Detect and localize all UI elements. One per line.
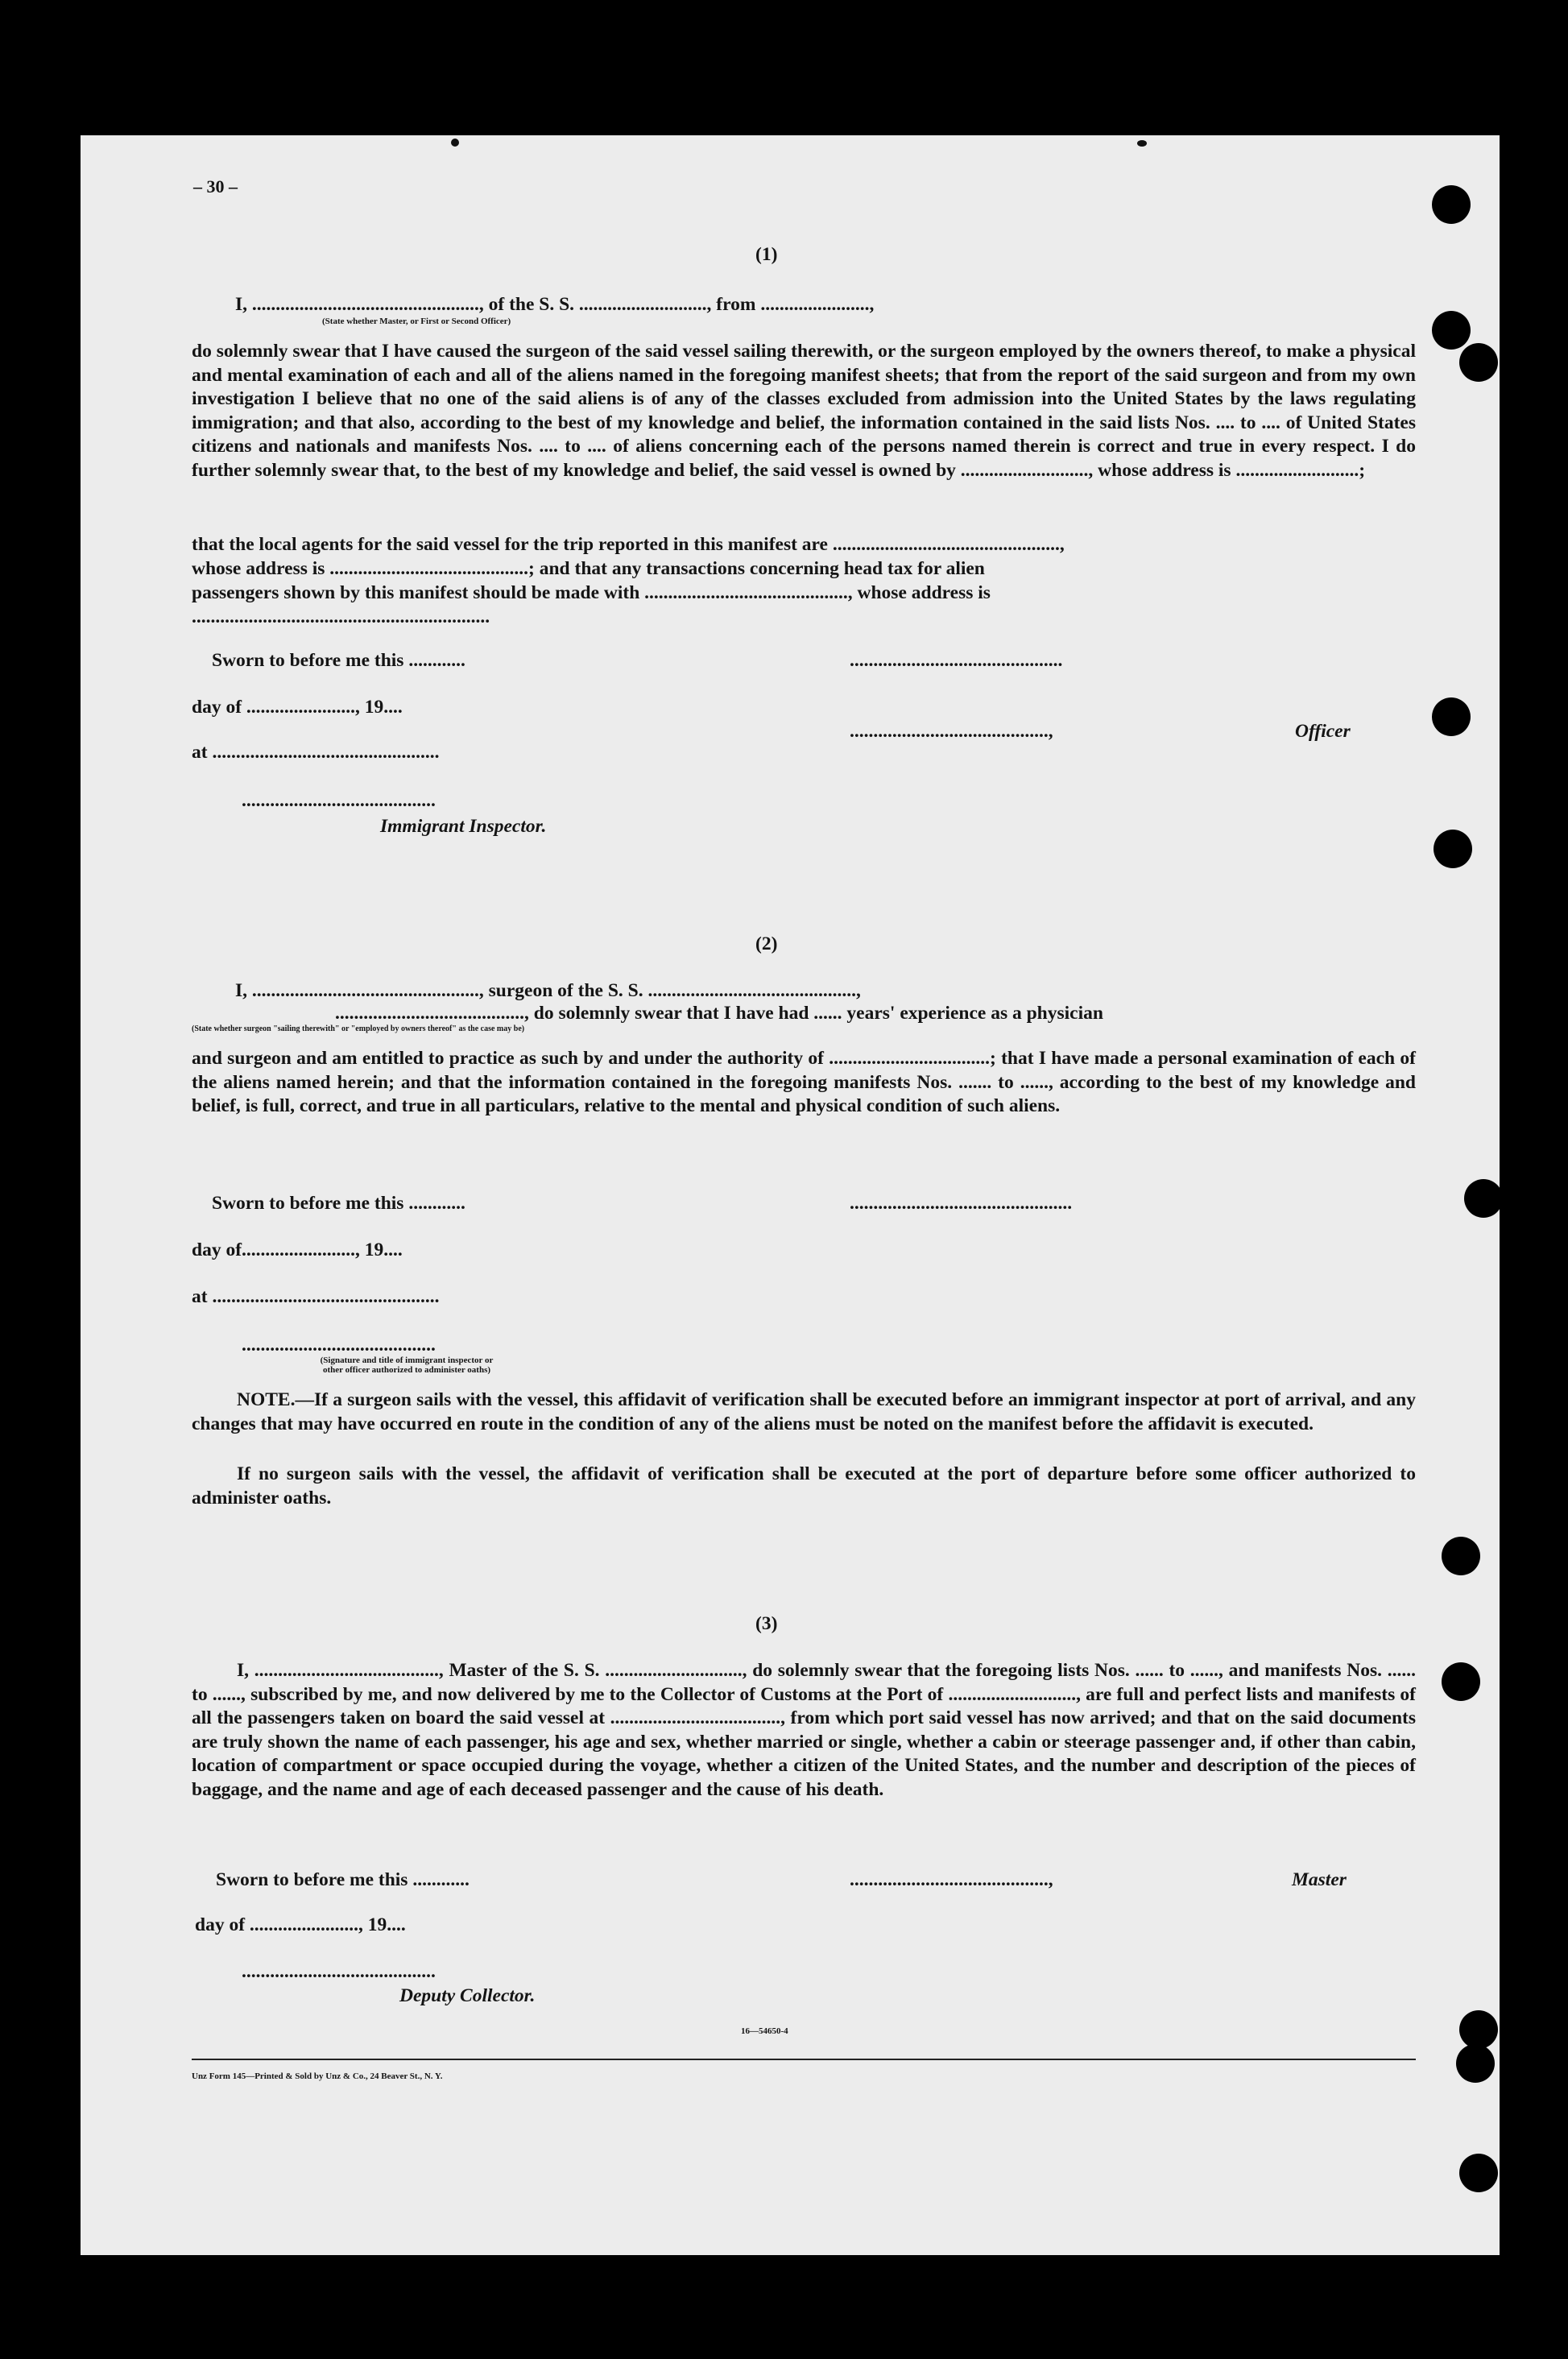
- binder-hole: [1464, 1179, 1503, 1218]
- section-1-passengers-line: passengers shown by this manifest should be made with ..........................................., whose address is: [192, 582, 991, 603]
- section-1-dots-line: ...............................................................: [192, 606, 490, 627]
- section-2-signature-line: .........................................: [242, 1335, 436, 1355]
- binder-hole: [1459, 343, 1498, 382]
- binder-hole: [1442, 1662, 1480, 1701]
- section-3-day: day of ......................., 19....: [195, 1914, 406, 1935]
- binder-hole: [1459, 2154, 1498, 2192]
- footer-rule: [192, 2059, 1416, 2060]
- binder-hole: [1442, 1537, 1480, 1575]
- section-1-oath-text: do solemnly swear that I have caused the surgeon of the said vessel sailing therewith, or the surgeon employed by the owners thereof, to make a physical and mental examination of each and all of the aliens named in the foregoing manifest sheets; that from the report of the said surgeon and from my own investigation I believe that no one of the said aliens is of any of the classes excluded from admission into the United States by the laws regulating immigration; and that also, according to the best of my knowledge and belief, the information contained in the said lists Nos. .... to .... of United States citizens and nationals and manifests Nos. .... to .... of aliens concerning each of the persons named therein is correct and true in every respect. I do further solemnly swear that, to the best of my knowledge and belief, the said vessel is owned by ..........................., whose address is ..........................;: [192, 341, 1416, 481]
- section-3-master-line: ..........................................,: [850, 1869, 1058, 1890]
- footer-imprint: Unz Form 145—Printed & Sold by Unz & Co., 24 Beaver St., N. Y.: [192, 2071, 443, 2081]
- section-2-signature-note-2: other officer authorized to administer oaths): [322, 1365, 491, 1375]
- binder-hole: [1432, 697, 1471, 736]
- binder-hole: [1432, 185, 1471, 224]
- section-1-right-line: .............................................: [850, 650, 1063, 671]
- section-1-first-line: I, ................................................, of the S. S. ..........................., from .......................,: [235, 294, 875, 315]
- document-page: [81, 135, 1500, 2255]
- section-2-number: (2): [755, 933, 778, 954]
- binder-hole: [1456, 2044, 1495, 2083]
- section-3-number: (3): [755, 1613, 778, 1634]
- section-2-signature-note-1: (Signature and title of immigrant inspector or: [320, 1355, 494, 1365]
- section-1-signature-line: .........................................: [242, 790, 436, 811]
- section-2-at: at ................................................: [192, 1286, 440, 1307]
- section-3-collector-label: Deputy Collector.: [399, 1985, 536, 2006]
- ink-speck: [451, 139, 459, 147]
- binder-hole: [1459, 2010, 1498, 2049]
- page-number: – 30 –: [193, 176, 238, 197]
- section-3-sworn: Sworn to before me this ............: [216, 1869, 470, 1890]
- section-1-officer-line: ..........................................,: [850, 721, 1058, 742]
- form-code: 16—54650-4: [741, 2026, 788, 2036]
- section-3-oath-text: I, ......................................., Master of the S. S. ............................., do solemnly swear that the foregoing lists Nos. ...... to ......, and manifests Nos. ...... to ......, subscribed by me, and now delivered by me to the Collector of Customs at the Port of ..........................., are full and perfect lists and manifests of all the passengers taken on board the said vessel at ...................................., from which port said vessel has now arrived; and that on the said documents are truly shown the name of each passenger, his age and sex, whether married or single, whether a cabin or steerage passenger and, if other than cabin, location of compartment or space occupied during the voyage, whether a citizen of the United States, and the number and description of the pieces of baggage, and the name and age of each deceased passenger and the cause of his death.: [192, 1660, 1416, 1800]
- section-1-address-line: whose address is ..........................................; and that any transactions concerning head tax for alien: [192, 558, 985, 579]
- ink-speck: [1137, 140, 1147, 147]
- section-2-note-paragraph: NOTE.—If a surgeon sails with the vessel, this affidavit of verification shall be executed before an immigrant inspector at port of arrival, and any changes that may have occurred en route in the condition of any of the aliens must be noted on the manifest before the affidavit is executed.: [192, 1389, 1416, 1434]
- section-2-second-line: ........................................, do solemnly swear that I have had ...... years' experience as a physician: [335, 1003, 1103, 1024]
- section-1-inspector-label: Immigrant Inspector.: [380, 816, 547, 837]
- section-1-day: day of ......................., 19....: [192, 697, 403, 718]
- binder-hole: [1432, 311, 1471, 350]
- section-1-sworn: Sworn to before me this ............: [212, 650, 465, 671]
- section-2-surgeon-note: (State whether surgeon "sailing therewith" or "employed by owners thereof" as the case may be): [192, 1024, 525, 1033]
- section-1-at: at ................................................: [192, 742, 440, 763]
- section-1-agents-line: that the local agents for the said vessel for the trip reported in this manifest are ................................................,: [192, 534, 1065, 555]
- section-2-oath-text: and surgeon and am entitled to practice as such by and under the authority of ..................................; that I have made a personal examination of each of the aliens named herein; and that the information contained in the foregoing manifests Nos. ....... to ......, according to the best of my knowledge and belief, is full, correct, and true in all particulars, relative to the mental and physical condition of such aliens.: [192, 1048, 1416, 1116]
- section-2-day: day of........................, 19....: [192, 1240, 403, 1260]
- section-3-signature-line: .........................................: [242, 1961, 436, 1982]
- section-2-right-line: ...............................................: [850, 1193, 1073, 1214]
- binder-hole: [1434, 830, 1472, 868]
- section-1-officer-note: (State whether Master, or First or Second Officer): [322, 317, 511, 326]
- section-1-officer-label: Officer: [1295, 721, 1351, 742]
- section-1-number: (1): [755, 244, 778, 265]
- section-2-note-paragraph-2: If no surgeon sails with the vessel, the affidavit of verification shall be executed at the port of departure before some officer authorized to administer oaths.: [192, 1463, 1416, 1509]
- section-3-master-label: Master: [1292, 1869, 1347, 1890]
- section-2-sworn: Sworn to before me this ............: [212, 1193, 465, 1214]
- section-2-first-line: I, ................................................, surgeon of the S. S. ............................................,: [235, 980, 861, 1001]
